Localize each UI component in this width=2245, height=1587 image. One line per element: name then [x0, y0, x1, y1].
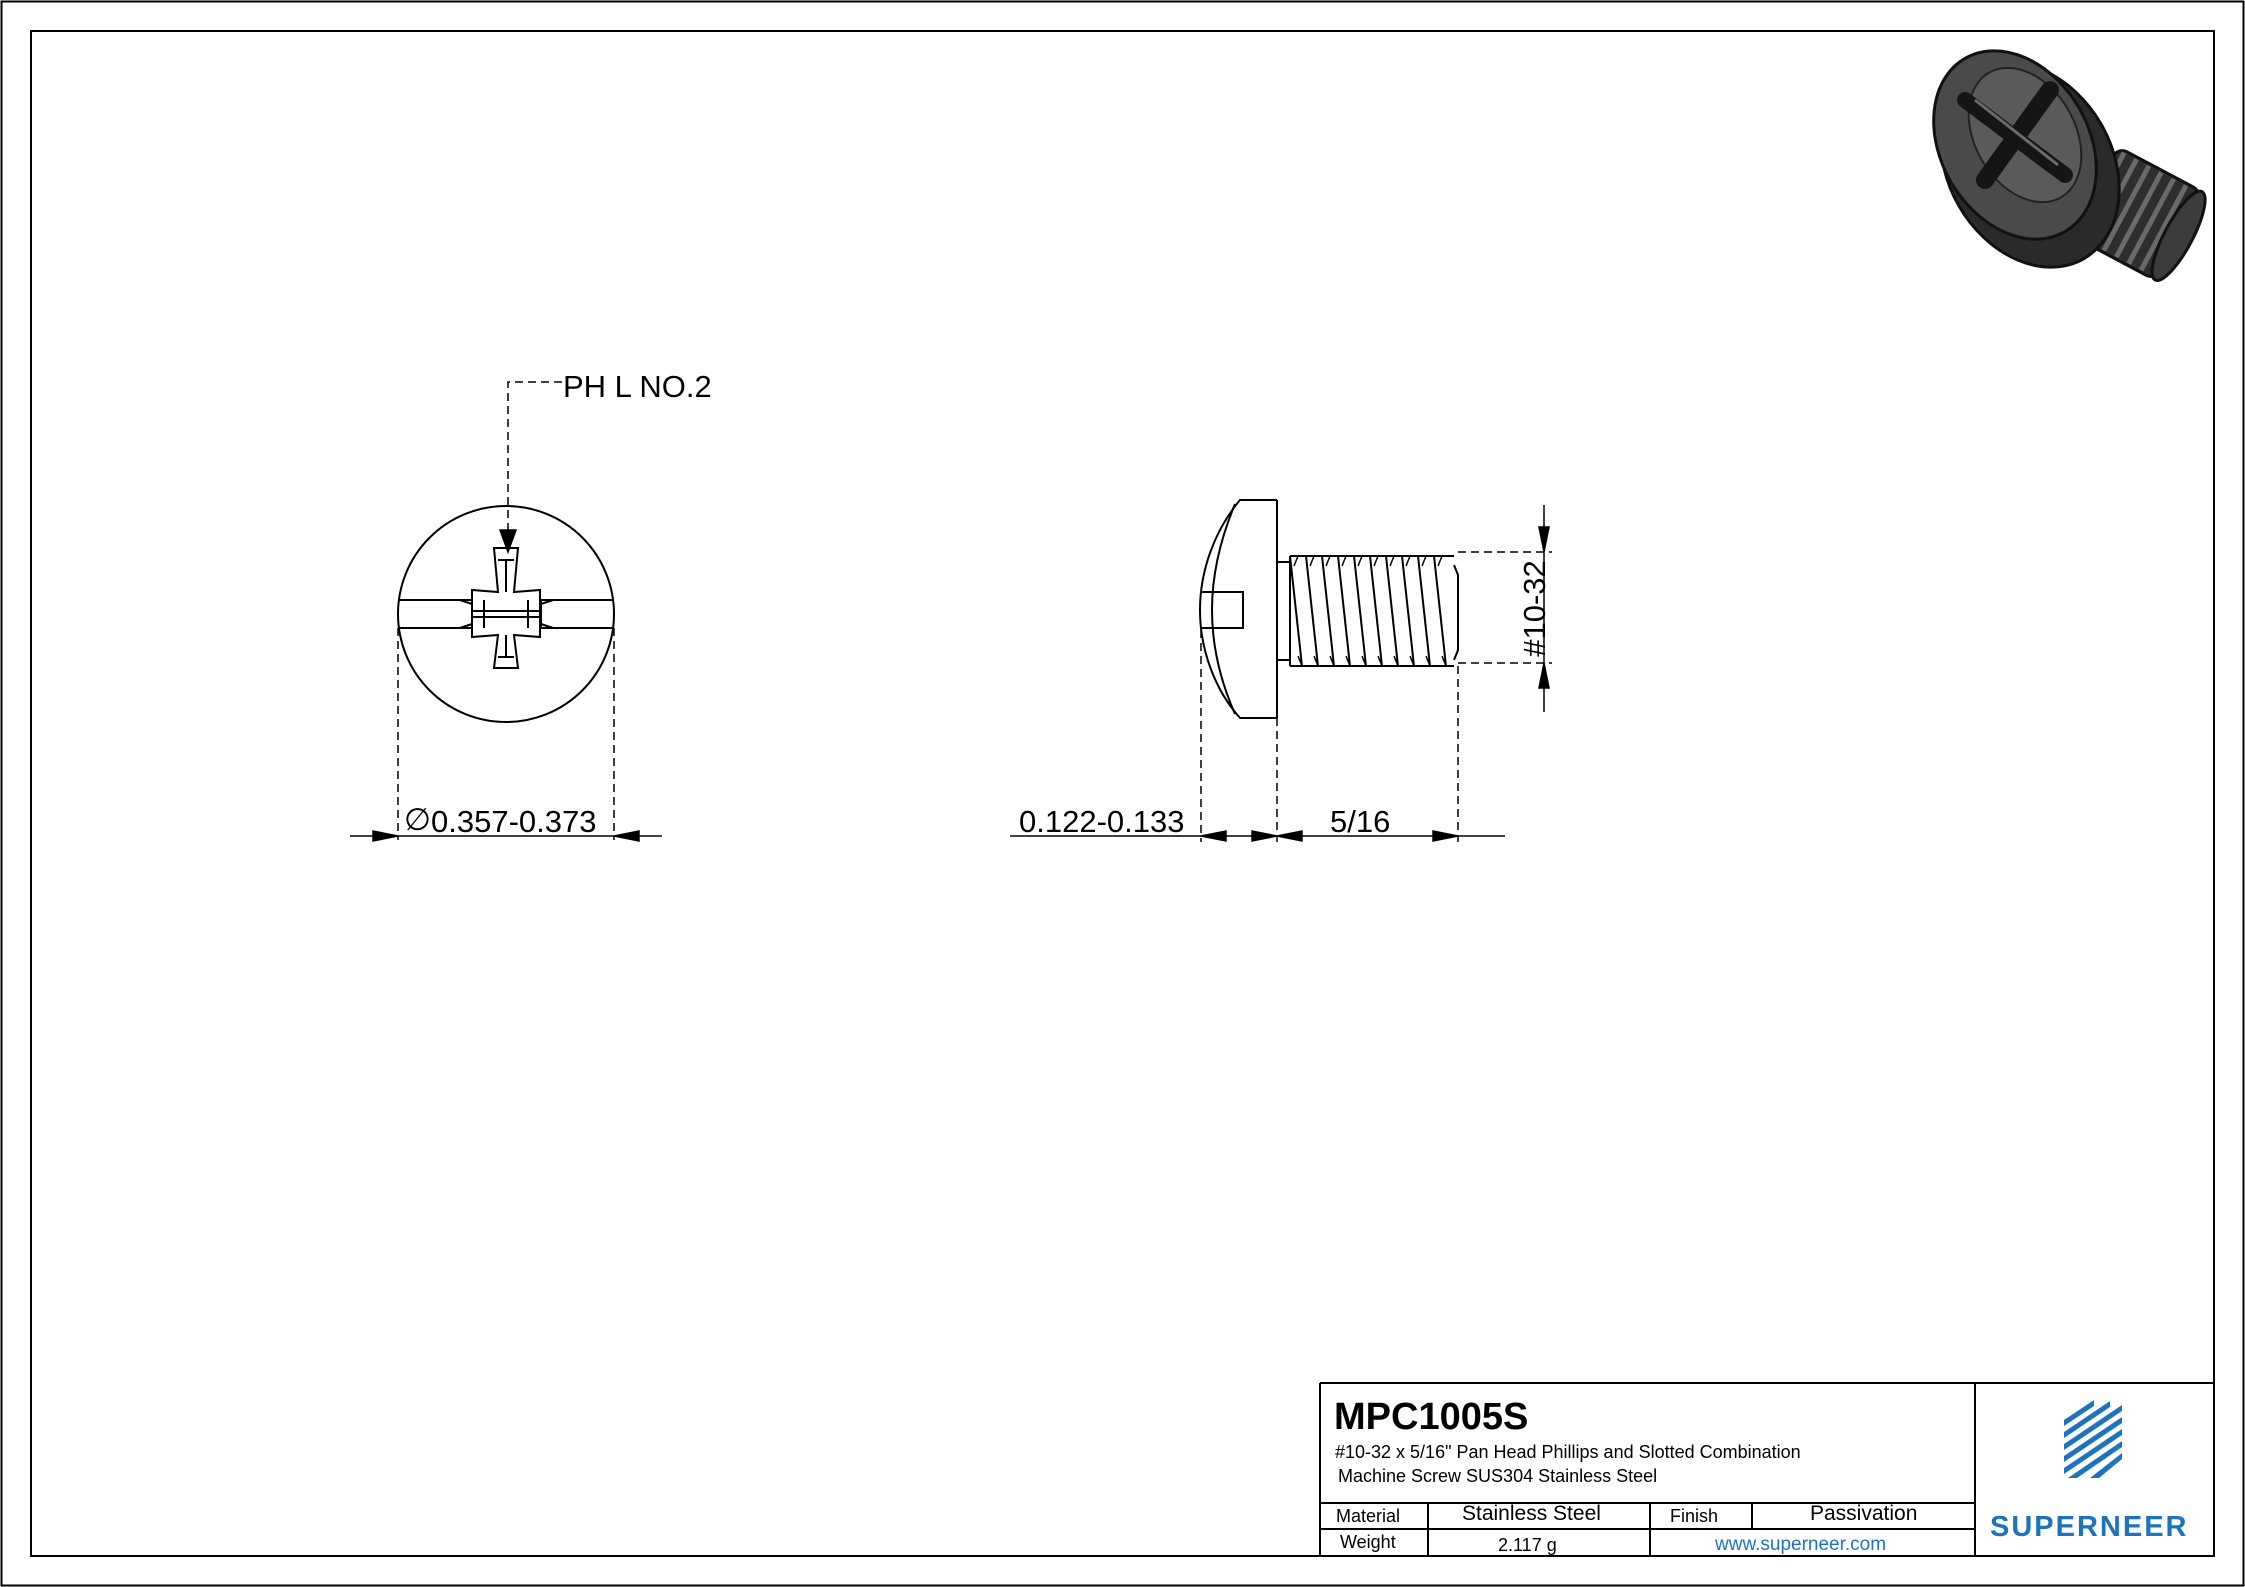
material-value: Stainless Steel — [1462, 1502, 1601, 1525]
diameter-symbol: ∅ — [404, 802, 432, 837]
drive-callout-leader — [500, 382, 562, 552]
brand-name: SUPERNEER — [1990, 1511, 2189, 1543]
website-link[interactable]: www.superneer.com — [1715, 1534, 1887, 1555]
weight-value: 2.117 g — [1498, 1535, 1557, 1555]
drive-type-callout: PH L NO.2 — [563, 369, 712, 404]
head-diameter-dimension-text: 0.357-0.373 — [431, 804, 597, 839]
outer-border — [2, 2, 2244, 1586]
part-number: MPC1005S — [1334, 1396, 1529, 1438]
finish-label: Finish — [1670, 1506, 1719, 1526]
head-height-dimension-text: 0.122-0.133 — [1019, 804, 1185, 839]
weight-label: Weight — [1340, 1532, 1396, 1552]
screw-3d-render — [1901, 21, 2214, 299]
thread-size-dimension-text: #10-32 — [1516, 560, 1552, 657]
finish-value: Passivation — [1810, 1502, 1918, 1525]
description-line-1: #10-32 x 5/16" Pan Head Phillips and Slotted Combination — [1335, 1442, 1801, 1462]
description-line-2: Machine Screw SUS304 Stainless Steel — [1338, 1466, 1658, 1486]
inner-border — [31, 31, 2214, 1556]
length-dimension-text: 5/16 — [1330, 804, 1391, 839]
screw-side-view — [1200, 500, 1458, 718]
superneer-logo-mark — [2064, 1400, 2122, 1478]
material-label: Material — [1336, 1506, 1401, 1526]
